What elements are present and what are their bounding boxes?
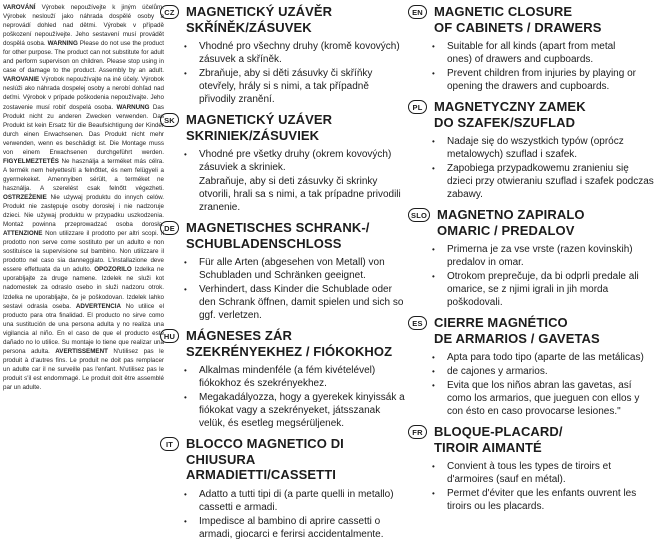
bullet-text: Convient à tous les types de tiroirs et d'armoires (sauf en métal). bbox=[447, 461, 611, 485]
language-section-cz bbox=[160, 4, 406, 106]
bullet-text: Zapobiega przypadkowemu zranieniu się dzieci przy otwieraniu szuflad i szafek podczas zabawy. bbox=[447, 163, 654, 200]
section-title-pl: MAGNETYCZNY ZAMEK DO SZAFEK/SZUFLAD bbox=[434, 99, 586, 130]
bullet-icon: • bbox=[184, 69, 187, 78]
bullet-item bbox=[429, 243, 656, 269]
bullet-icon: • bbox=[432, 69, 435, 78]
section-title-fr: BLOQUE-PLACARD/ TIROIR AIMANTÉ bbox=[434, 424, 563, 455]
bullet-text: Zbraňuje, aby si děti zásuvky či skříňky otevřely, hrály si s nimi, a tak případně přivodily zranění. bbox=[199, 68, 373, 105]
lang-badge-it: IT bbox=[160, 437, 179, 451]
bullet-text: Otrokom preprečuje, da bi odprli predale ali omarice, se z njimi igrali in jih morda poškodovali. bbox=[447, 271, 639, 308]
bullet-text: Vhodné pro všechny druhy (kromě kovových) zásuvek a skříněk. bbox=[199, 41, 400, 65]
warning-text-es: No utilice el producto para otra finalidad. El producto no sirve como una sustitución de una persona adulta y no realiza una vigilancia al niño. En el caso de que el producto esté dañado no lo utilice. Su montaje lo tiene que realizar una persona adulta. bbox=[3, 302, 164, 355]
lang-badge-de: DE bbox=[160, 221, 179, 235]
section-title-es: CIERRE MAGNÉTICO DE ARMARIOS / GAVETAS bbox=[434, 315, 600, 346]
bullet-icon: • bbox=[432, 272, 435, 281]
bullet-text: Alkalmas mindenféle (a fém kivételével) fiókokhoz és szekrényekhez. bbox=[199, 365, 376, 389]
warning-text-slo: Izdelka ne uporabljajte za druge namene. Izdelek ne služi kot nadomestek za odraslo osebo in služi nadzoru otrok. Izdelka ne uporabljajte, če je poškodovan. Izdelek lahko sestavi odrasla oseba. bbox=[3, 266, 164, 310]
language-section-de bbox=[160, 220, 406, 322]
column-right bbox=[408, 4, 656, 519]
bullet-icon: • bbox=[184, 285, 187, 294]
bullet-item bbox=[429, 162, 656, 201]
warning-keyword-es: ADVERTENCIA bbox=[75, 302, 122, 310]
bullet-item bbox=[429, 460, 656, 486]
warning-text-hu: Ne használja a terméket más célra. A termék nem helyettesíti a felnőttet, és nem felügyeli a gyermekeket. Amennyiben sérült, a terméket ne használja. A szerelést csak felnőtt végezheti. bbox=[3, 157, 164, 192]
bullet-text: Vhodné pre všetky druhy (okrem kovových) zásuviek a skriniek. bbox=[199, 149, 392, 173]
bullet-text: Primerna je za vse vrste (razen kovinskih) predalov in omar. bbox=[447, 244, 633, 268]
bullet-text: Für alle Arten (abgesehen von Metall) von Schubladen und Schränken geeignet. bbox=[199, 257, 385, 281]
bullet-item bbox=[181, 488, 406, 514]
lang-badge-fr: FR bbox=[408, 425, 427, 439]
bullet-icon: • bbox=[432, 353, 435, 362]
bullet-item bbox=[181, 391, 406, 430]
language-section-hu bbox=[160, 328, 406, 430]
bullet-text: Megakadályozza, hogy a gyerekek kinyissák a fiókokat vagy a szekrényeket, játsszanak velük, és esetleg megsérüljenek. bbox=[199, 392, 405, 429]
bullet-icon: • bbox=[432, 462, 435, 471]
warning-keyword-fr: AVERTISSEMENT bbox=[55, 347, 108, 355]
lang-badge-en: EN bbox=[408, 5, 427, 19]
bullet-icon: • bbox=[184, 366, 187, 375]
bullet-item bbox=[181, 67, 406, 106]
bullet-text: de cajones y armarios. bbox=[447, 366, 548, 377]
section-title-slo: MAGNETNO ZAPIRALO OMARIC / PREDALOV bbox=[437, 207, 585, 238]
section-title-sk: MAGNETICKÝ UZÁVER SKRINIEK/ZÁSUVIEK bbox=[186, 112, 333, 143]
warnings-paragraph bbox=[3, 3, 164, 392]
bullet-icon: • bbox=[184, 489, 187, 499]
bullet-text: Permet d'éviter que les enfants ouvrent les tiroirs ou les placards. bbox=[447, 488, 637, 512]
language-section-sk bbox=[160, 112, 406, 214]
language-section-es bbox=[408, 315, 656, 418]
list-item-no-bullet bbox=[181, 175, 406, 214]
section-title-en: MAGNETIC CLOSURE OF CABINETS / DRAWERS bbox=[434, 4, 602, 35]
bullet-text: Apta para todo tipo (aparte de las metálicas) bbox=[447, 352, 644, 363]
warning-keyword-pl: OSTRZEŻENIE bbox=[3, 193, 47, 201]
bullet-item bbox=[429, 270, 656, 309]
bullet-text: Evita que los niños abran las gavetas, así como los armarios, que jueguen con ellos y con ésto en caso provocarse lesiones." bbox=[447, 380, 640, 417]
bullet-item bbox=[181, 283, 406, 322]
warning-text-pl: Nie używaj produktu do innych celów. Produkt nie zastępuje osoby dorosłej i nie nadzoruje dzieci. Nie używaj produktu w przypadku uszkodzenia. Montaż powinna przeprowadzać osoba dorosła. bbox=[3, 193, 164, 229]
bullet-text: Verhindert, dass Kinder die Schublade oder den Schrank öffnen, damit spielen und sich so ggf. verletzen. bbox=[199, 284, 404, 321]
bullet-icon: • bbox=[432, 381, 435, 390]
bullet-item bbox=[181, 256, 406, 282]
section-title-cz: MAGNETICKÝ UZÁVĚR SKŘÍNĚK/ZÁSUVEK bbox=[186, 4, 333, 35]
bullet-text: Prevent children from injuries by playing or opening the drawers and cupboards. bbox=[447, 68, 636, 92]
language-section-en bbox=[408, 4, 656, 93]
warning-keyword-it: ATTENZIONE bbox=[3, 230, 43, 238]
bullet-icon: • bbox=[184, 516, 187, 526]
bullet-item bbox=[429, 40, 656, 66]
warning-text-fr: N'utilisez pas le produit à d'autres fins. Le produit ne doit pas remplacer un adulte car il ne surveille pas l'enfant. N'utilisez pas le produit s'il est endommagé. Le produit doit être assemblé par un adulte. bbox=[3, 347, 164, 391]
column-middle bbox=[160, 4, 406, 547]
bullet-spacer bbox=[181, 175, 199, 214]
bullet-icon: • bbox=[184, 393, 187, 402]
lang-badge-es: ES bbox=[408, 316, 427, 330]
warning-text-sk: Výrobok nepoužívajte na iné účely. Výrobok neslúži ako náhrada dospelej osoby a nerobí dohľad nad deťmi. Výrobok v prípade poškodenia nepoužívajte. Jeho zostavenie musí robiť dospelá osoba. bbox=[3, 76, 164, 111]
warning-text-cz: Výrobek nepoužívejte k jiným účelům. Výrobek neslouží jako náhrada dospělé osoby a neprovádí dohled nad dětmi. Výrobek v případě poškození nepoužívejte. Jeho sestavení musí provádět dospělá osoba. bbox=[3, 4, 164, 48]
warning-keyword-hu: FIGYELMEZTETÉS bbox=[3, 157, 59, 165]
warning-keyword-en: WARNING bbox=[47, 40, 78, 48]
bullet-icon: • bbox=[184, 150, 187, 159]
bullet-item bbox=[181, 515, 406, 541]
language-section-it bbox=[160, 436, 406, 541]
bullet-item bbox=[429, 351, 656, 364]
bullet-icon: • bbox=[184, 42, 187, 51]
bullet-text: Nadaje się do wszystkich typów (oprócz metalowych) szuflad i szafek. bbox=[447, 136, 624, 160]
bullet-item bbox=[429, 365, 656, 378]
bullet-icon: • bbox=[184, 258, 187, 267]
warning-keyword-sk: VAROVANIE bbox=[3, 76, 40, 84]
warning-text-it: Non utilizzare il prodotto per altri scopi. Il prodotto non serve come sostituto per un adulto e non sostituisce la supervisione sul bambino. Non utilizzare il prodotto nel caso sia danneggiato. L'installazione deve essere effettuata da un adulto. bbox=[3, 230, 164, 274]
bullet-item bbox=[181, 40, 406, 66]
bullet-item bbox=[429, 487, 656, 513]
bullet-item bbox=[429, 135, 656, 161]
bullet-icon: • bbox=[432, 42, 435, 51]
language-section-pl bbox=[408, 99, 656, 201]
warning-text-de: Das Produkt nicht zu anderen Zwecken verwenden. Das Produkt ist kein Ersatz für die Beaufsichtigung der Kinder durch einen Erwachsenen. Das Produkt nicht mehr verwenden, wenn es beschädigt ist. Die Montage muss von einem Erwachsenen durchgeführt werden. bbox=[3, 103, 164, 156]
bullet-text: Impedisce al bambino di aprire cassetti o armadi, giocarci e ferirsi accidentalmente. bbox=[199, 515, 384, 540]
section-title-hu: MÁGNESES ZÁR SZEKRÉNYEKHEZ / FIÓKOKHOZ bbox=[186, 328, 393, 359]
bullet-item bbox=[429, 379, 656, 418]
lang-badge-pl: PL bbox=[408, 100, 427, 114]
warning-keyword-de: WARNUNG bbox=[116, 103, 150, 111]
bullet-icon: • bbox=[432, 489, 435, 498]
warning-keyword-slo: OPOZORILO bbox=[94, 266, 132, 274]
section-title-de: MAGNETISCHES SCHRANK-/ SCHUBLADENSCHLOSS bbox=[186, 220, 370, 251]
bullet-item bbox=[429, 67, 656, 93]
warning-text-en: Please do not use the product for other purpose. The product can not substitute for adult and perform supervison on children. Please stop using in case of damage to the product. Assembly by an adult. bbox=[3, 40, 164, 75]
lang-badge-sk: SK bbox=[160, 113, 179, 127]
warning-keyword-cz: VAROVÁNÍ bbox=[3, 4, 36, 11]
bullet-icon: • bbox=[432, 245, 435, 254]
language-section-fr bbox=[408, 424, 656, 513]
section-title-it: BLOCCO MAGNETICO DI CHIUSURA ARMADIETTI/CASSETTI bbox=[186, 436, 344, 482]
lang-badge-hu: HU bbox=[160, 329, 179, 343]
lang-badge-cz: CZ bbox=[160, 5, 179, 19]
bullet-text: Adatto a tutti tipi di (a parte quelli in metallo) cassetti e armadi. bbox=[199, 488, 394, 513]
bullet-icon: • bbox=[432, 137, 435, 146]
bullet-icon: • bbox=[432, 164, 435, 173]
lang-badge-slo: SLO bbox=[408, 208, 430, 222]
language-section-slo bbox=[408, 207, 656, 309]
bullet-item bbox=[181, 364, 406, 390]
bullet-icon: • bbox=[432, 367, 435, 376]
bullet-text: Zabraňuje, aby si deti zásuvky či skrinky otvorili, hrali sa s nimi, a tak prípadne privodili zranenie. bbox=[199, 176, 401, 213]
bullet-text: Suitable for all kinds (apart from metal ones) of drawers and cupboards. bbox=[447, 41, 616, 65]
bullet-item bbox=[181, 148, 406, 174]
